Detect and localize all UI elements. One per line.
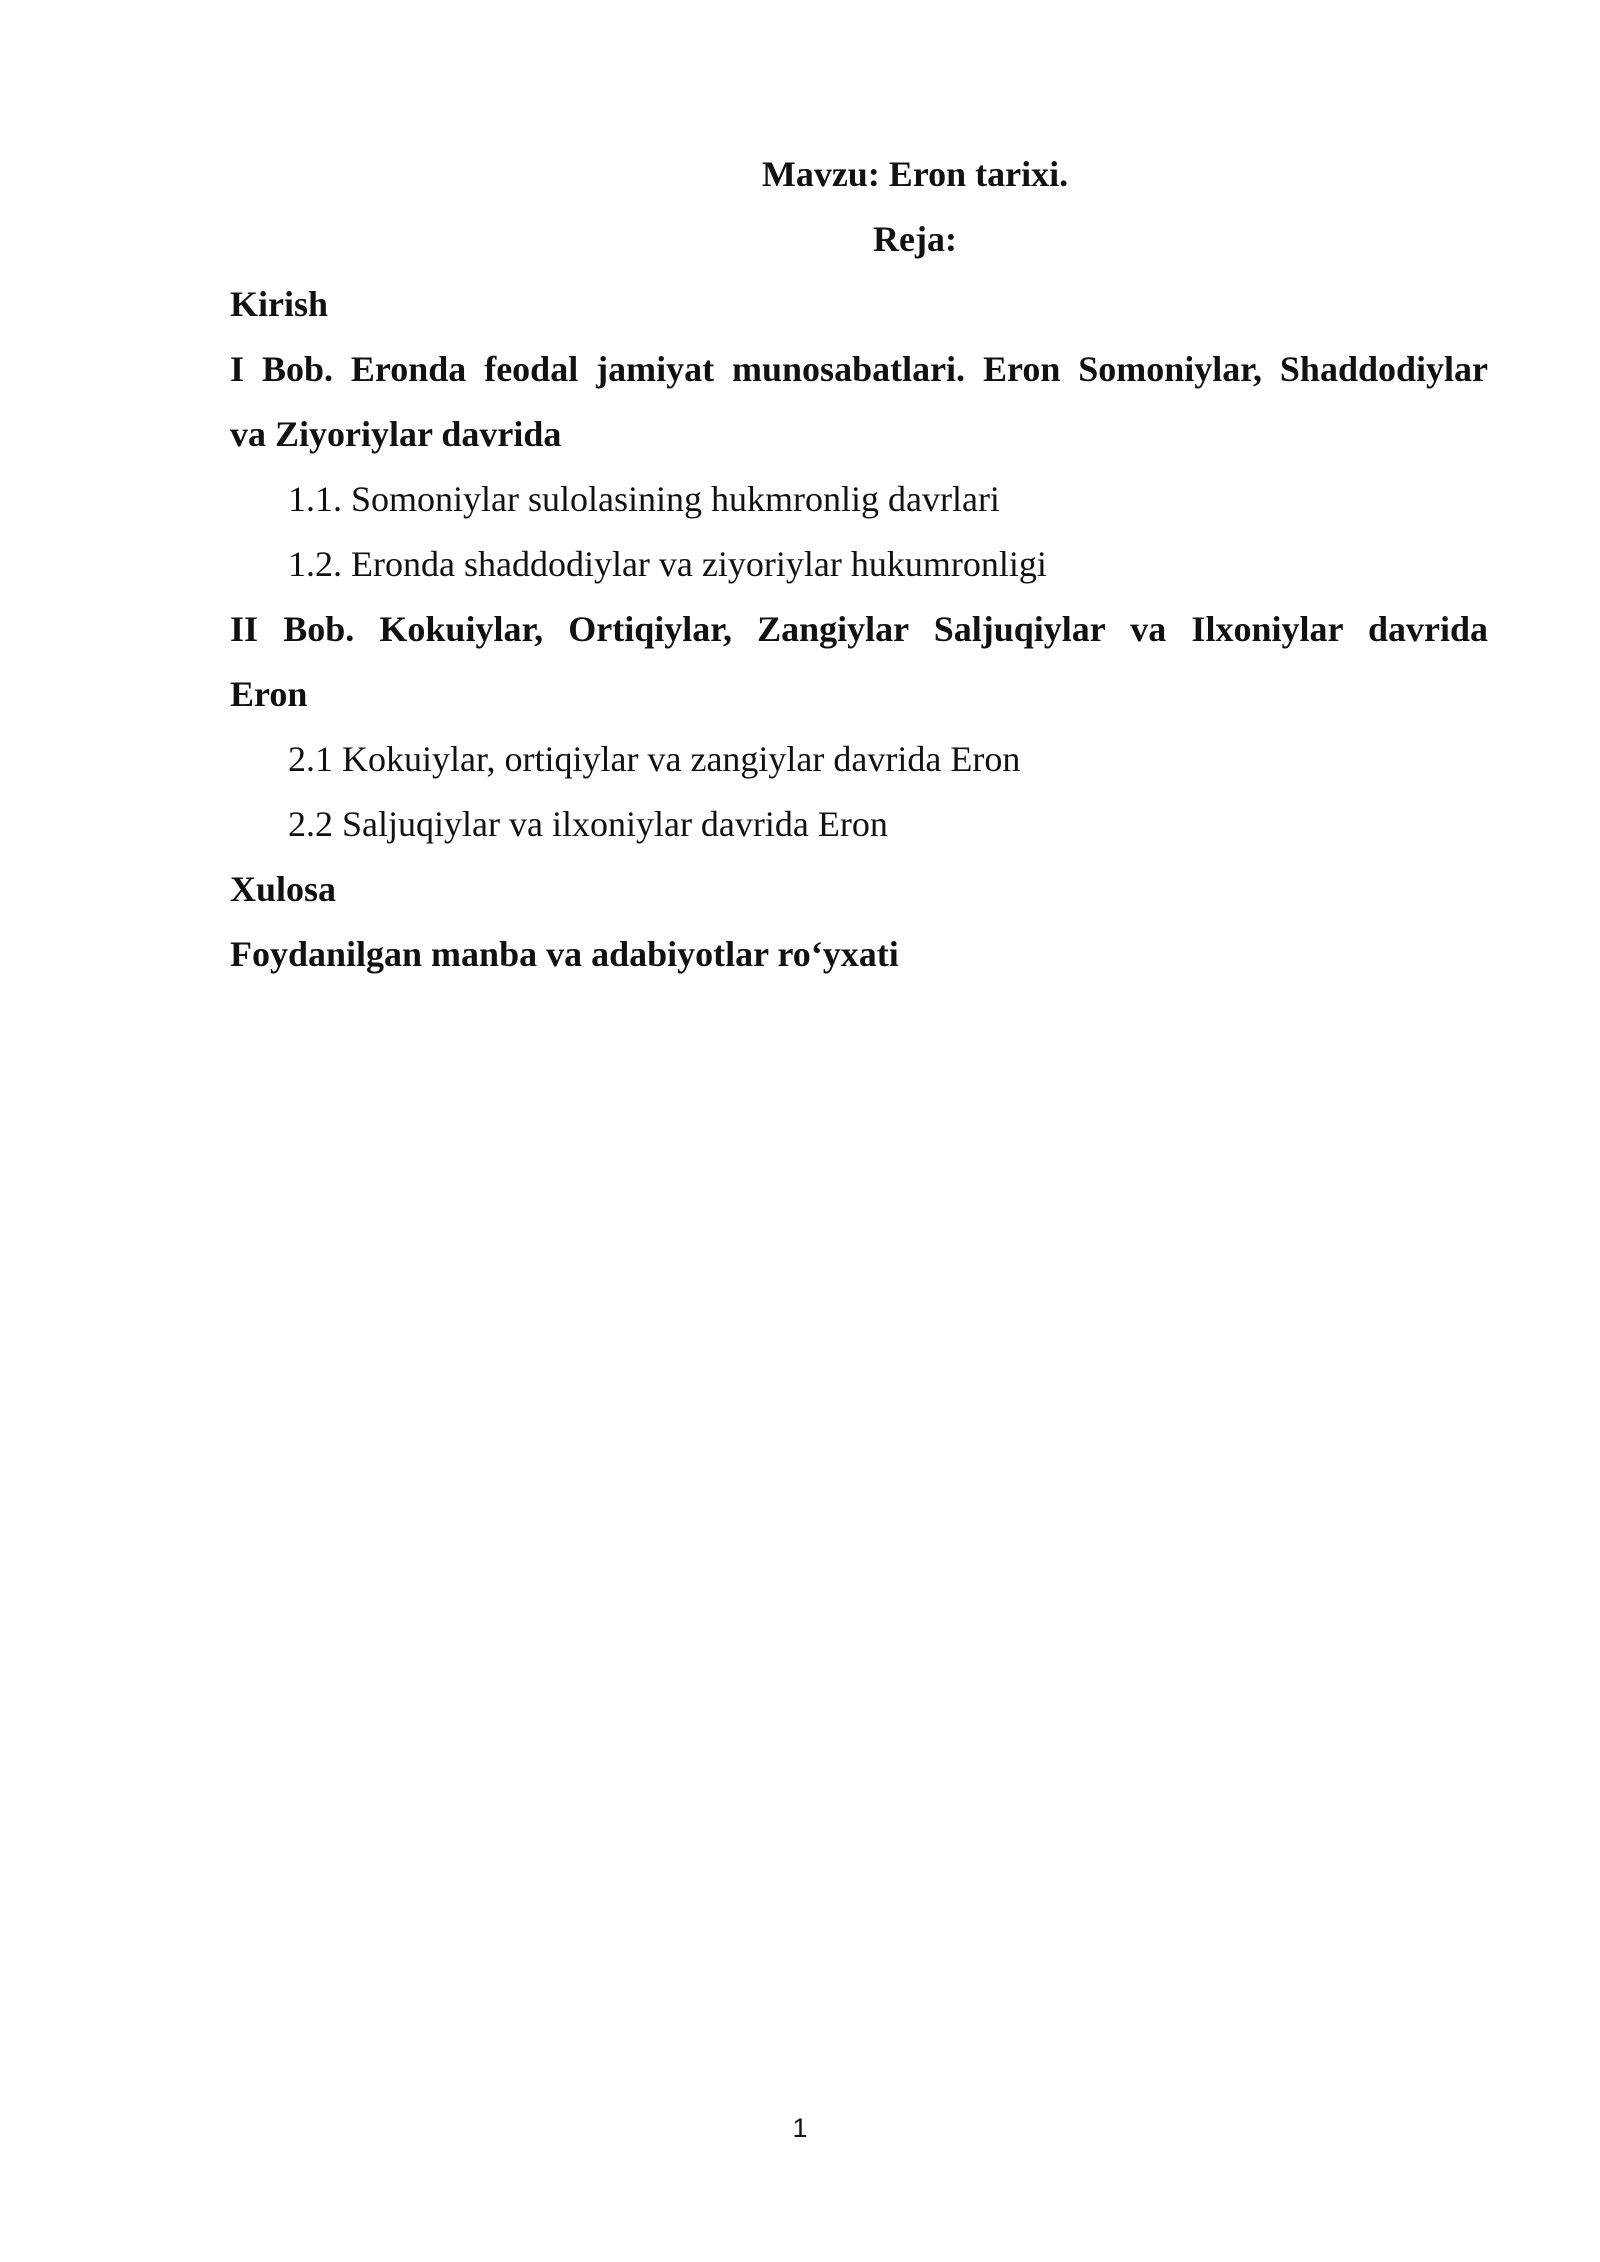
plan-item-chapter-1-continued: va Ziyoriylar davrida — [230, 414, 562, 454]
plan-item-references: Foydanilgan manba va adabiyotlar ro‘yxati — [230, 934, 899, 974]
plan-item-chapter-2: II Bob. Kokuiylar, Ortiqiylar, Zangiylar Saljuqiylar va Ilxoniylar davrida — [230, 609, 1488, 649]
plan-item-section-2-2: 2.2 Saljuqiylar va ilxoniylar davrida Eron — [288, 804, 888, 844]
page-number: 1 — [792, 2113, 808, 2143]
plan-item-conclusion: Xulosa — [230, 869, 337, 909]
document-title: Mavzu: Eron tarixi. — [761, 154, 1069, 194]
plan-item-section-1-1: 1.1. Somoniylar sulolasining hukmronlig davrlari — [288, 479, 1000, 519]
plan-item-chapter-2-continued: Eron — [230, 674, 308, 714]
page-content — [230, 142, 1488, 987]
plan-heading: Reja: — [873, 219, 957, 259]
plan-item-section-2-1: 2.1 Kokuiylar, ortiqiylar va zangiylar davrida Eron — [288, 739, 1021, 779]
plan-item-section-1-2: 1.2. Eronda shaddodiylar va ziyoriylar hukumronligi — [288, 544, 1047, 584]
plan-item-introduction: Kirish — [230, 284, 329, 324]
plan-item-chapter-1: I Bob. Eronda feodal jamiyat munosabatlari. Eron Somoniylar, Shaddodiylar — [230, 349, 1488, 389]
